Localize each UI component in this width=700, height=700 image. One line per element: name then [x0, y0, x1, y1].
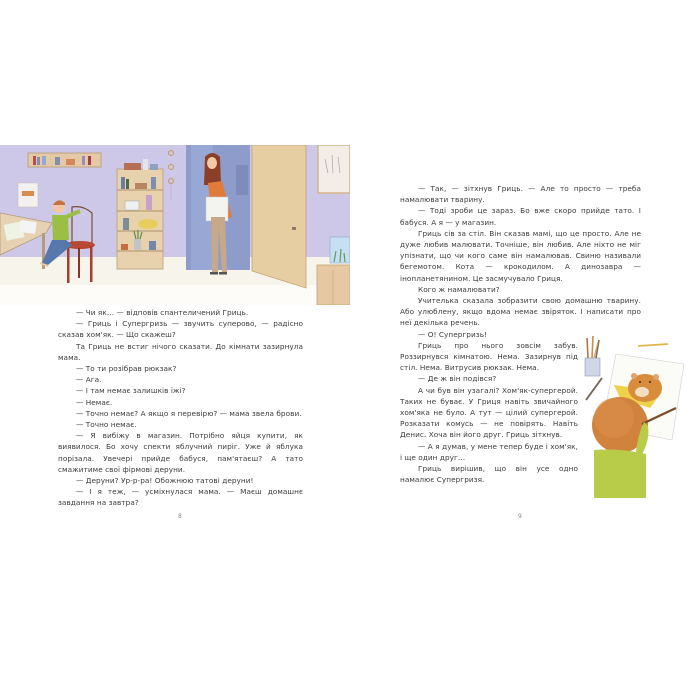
paragraph: Учителька сказала зобразити свою домашню тварину. Або улюблену, якщо вдома немає звіряток. І написати про неї декілька речень. [400, 296, 641, 328]
paragraph: — Гриць і Супергризь — звучить суперово, — радісно сказав хом'як. — Що скажеш? [58, 319, 303, 340]
room-scene-icon [0, 145, 350, 305]
paragraph: — О! Супергризь! [418, 329, 488, 339]
paragraph: Та Гриць не встиг нічого сказати. До кімнати зазирнула мама. [58, 341, 303, 362]
paragraph: — І я теж, — усміхнулася мама. — Маєш домашнє завдання на завтра? [58, 487, 303, 508]
paragraph: — Я вибіжу в магазин. Потрібно яйця купити, як виявилося. Бо хочу спекти яблучний пиріг. Уже й яблука порізала. Увечері прийде бабуся, пам'ятаєш? А тато смажитиме свої фірмові деруни. [58, 431, 303, 474]
paragraph: Кого ж намалювати? [418, 284, 500, 294]
paragraph: — Точно немає. [76, 420, 137, 430]
paragraph: — Точно немає? А якщо я перевірю? — мама звела брови. [76, 408, 302, 418]
page-number-left: 8 [178, 513, 182, 520]
paragraph: Гриць сів за стіл. Він сказав мамі, що це просто. Але не дуже любив малювати. Точніше, він любив. Але ніхто не міг упізнати, що чи кого саме він намалював. Свиню називали бегемотом. Кота — крокодилом. А динозавра — інопланетянином. Це засмучувало Гриця. [400, 228, 641, 283]
boy-drawing-hamster-icon [572, 330, 690, 498]
paragraph: — Так, — зітхнув Гриць. — Але то просто — треба намалювати тварину. [400, 184, 641, 205]
narrow-text-block [400, 340, 578, 486]
page-number-right: 9 [518, 513, 522, 520]
left-page-text [58, 307, 303, 509]
paragraph: — Тоді зроби це зараз. Бо вже скоро прийде тато. І бабуся. А я — у магазин. [400, 206, 641, 227]
boy-drawing-hamster-illustration [572, 330, 690, 498]
room-illustration [0, 145, 350, 305]
paragraph: — А я думав, у мене тепер буде і хом'як, і ще один друг… [400, 441, 578, 462]
paragraph: — Деруни? Ур-р-ра! Обожнюю татові деруни! [76, 476, 254, 486]
paragraph: — Ага. [76, 375, 102, 385]
paragraph: — Де ж він подівся? [418, 374, 497, 384]
paragraph: — І там немає залишків їжі? [76, 386, 186, 396]
paragraph: — Чи як… — відповів спантеличений Гриць. [76, 308, 249, 317]
paragraph: — Немає. [76, 397, 113, 407]
paragraph: — То ти розібрав рюкзак? [76, 364, 177, 374]
paragraph: Гриць про нього зовсім забув. Роззирнувся кімнатою. Нема. Зазирнув під стіл. Нема. Витрусив рюкзак. Нема. [400, 340, 578, 373]
paragraph: А чи був він узагалі? Хом'як-супергерой. Таких не буває. У Гриця навіть звичайного хом'яка не було. А тут — цілий супергерой. Розказати комусь — не повірять. Навіть Денис. Хоча він його друг. Гриць зітхнув. [400, 385, 578, 440]
paragraph: Гриць вирішив, що він усе одно намалює Супергризя. [400, 464, 578, 485]
